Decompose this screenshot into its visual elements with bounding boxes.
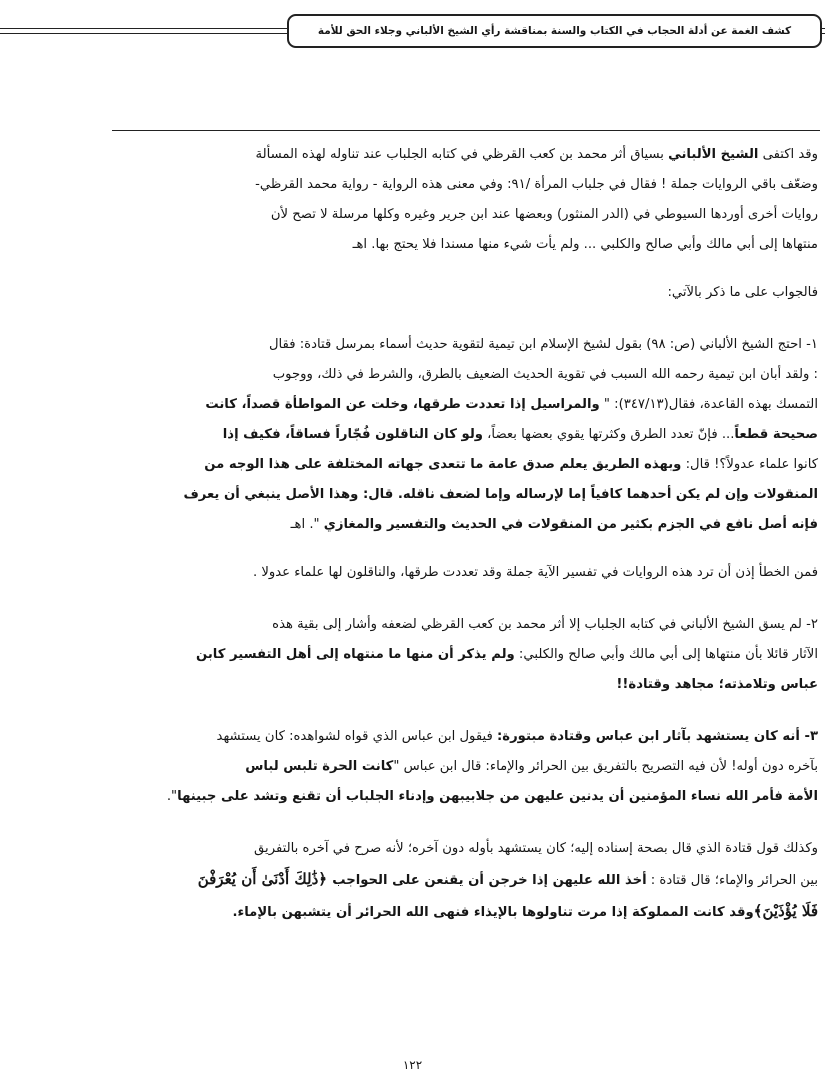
text-run: فمن الخطأ إذن أن ترد هذه الروايات في تفسير الآية جملة وقد تعددت طرقها، والناقلون لها علماء عدولا . [252,565,818,580]
text-line [60,450,818,480]
paragraph [60,278,818,308]
paragraph [60,140,818,260]
text-line [60,670,818,700]
text-run: التمسك بهذه القاعدة، فقال(٣٤٧/١٣): " [599,397,818,412]
text-line [60,782,818,812]
text-run: ٢- لم يسق الشيخ الألباني في كتابه الجلباب إلا أثر محمد بن كعب القرظي لضعفه وأشار إلى بقية هذه [272,617,818,632]
running-header-title: كشف الغمة عن أدلة الحجاب في الكتاب والسنة بمناقشة رأي الشيخ الألباني وجلاء الحق للأمة [317,25,792,37]
text-line [60,390,818,420]
quran-verse: فَلَا يُؤْذَيْنَ﴾ [753,902,818,920]
emphasis-text: ولو كان الناقلون فُجّاراً فساقاً، فكيف إذا [222,427,483,442]
text-line [60,330,818,360]
paragraph [60,558,818,588]
emphasis-text: عباس وتلامذته؛ مجاهد وقتادة!! [616,677,818,692]
text-line [60,752,818,782]
text-line [60,610,818,640]
text-run: كانوا علماء عدولاً؟! قال: [681,457,818,472]
text-line [60,834,818,864]
text-run: ". اهـ [290,517,324,532]
emphasis-text: كانت الحرة تلبس لباس [245,759,394,774]
running-header [287,14,822,48]
emphasis-text: المنقولات وإن لم يكن أحدهما كافياً إما لإرساله وإما لضعف ناقله. قال: وهذا الأصل ينبغي أن يعرف [183,487,818,502]
text-run: فالجواب على ما ذكر بالآتي: [667,285,818,300]
text-line [60,480,818,510]
text-line [60,640,818,670]
text-line [60,278,818,308]
quran-verse: ﴿ذَٰلِكَ أَدْنَىٰ أَن يُعْرَفْنَ [197,870,333,888]
content-separator-rule [112,130,820,131]
text-run: بسياق أثر محمد بن كعب القرظي في كتابه الجلباب عند تناوله لهذه المسألة [255,147,669,162]
emphasis-text: صحيحة قطعاً [734,427,818,442]
text-line [60,510,818,540]
text-run: ". [166,789,178,804]
paragraph [60,834,818,928]
text-line [60,420,818,450]
emphasis-text: وبهذه الطريق يعلم صدق عامة ما تتعدى جهاته المختلفة على هذا الوجه من [204,457,682,472]
text-run: منتهاها إلى أبي مالك وأبي صالح والكلبي ... ولم يأت شيء منها مسندا فلا يحتج بها. اهـ [352,237,818,252]
emphasis-text: الأمة فأمر الله نساء المؤمنين أن يدنين عليهن من جلابيبهن وإدناء الجلباب أن تقنع وتشد على جبينها [177,789,818,804]
page-body [60,140,818,928]
emphasis-text: الشيخ الألباني [668,147,759,162]
paragraph [60,610,818,700]
text-line [60,722,818,752]
text-run: وضعّف باقي الروايات جملة ! فقال في جلباب المرأة /٩١: وفي معنى هذه الرواية - رواية محمد القرظي- [255,177,818,192]
text-line [60,170,818,200]
text-run: بين الحرائر والإماء؛ قال قتادة : [646,873,818,888]
emphasis-text: أخذ الله عليهن إذا خرجن أن يقنعن على الحواجب [332,873,647,888]
text-run: : ولقد أبان ابن تيمية رحمه الله السبب في تقوية الحديث الضعيف بالطرق، والشرط في ذلك، ووجوب [272,367,818,382]
emphasis-text: وقد كانت المملوكة إذا مرت تناولوها بالإيذاء فنهى الله الحرائر أن يتشبهن بالإماء. [232,905,754,920]
emphasis-text: ٣- أنه كان يستشهد بآثار ابن عباس وقتادة مبتورة: [497,729,818,744]
text-line [60,558,818,588]
emphasis-text: فإنه أصل نافع في الجزم بكثير من المنقولات في الحديث والتفسير والمغازي [323,517,818,532]
text-line [60,864,818,896]
text-run: روايات أخرى أوردها السيوطي في (الدر المنثور) وبعضها عند ابن جرير وغيره وكلها مرسلة لا تصح لأن [270,207,818,222]
text-run: ... فإنّ تعدد الطرق وكثرتها يقوي بعضها بعضاً، [482,427,735,442]
text-line [60,200,818,230]
paragraph [60,330,818,540]
emphasis-text: والمراسيل إذا تعددت طرقها، وخلت عن المواطأة قصداً، كانت [205,397,600,412]
text-run: الآثار قائلا بأن منتهاها إلى أبي مالك وأبي صالح والكلبي: [514,647,818,662]
text-run: وقد اكتفى [758,147,818,162]
text-line [60,140,818,170]
paragraph [60,722,818,812]
text-run: وكذلك قول قتادة الذي قال بصحة إسناده إليه؛ كان يستشهد بأوله دون آخره؛ لأنه صرح في آخره بالتفريق [254,841,818,856]
text-line [60,896,818,928]
text-run: بآخره دون أوله! لأن فيه التصريح بالتفريق بين الحرائر والإماء: قال ابن عباس " [393,759,818,774]
text-run: فيقول ابن عباس الذي قواه لشواهده: كان يستشهد [216,729,498,744]
text-run: ١- احتج الشيخ الألباني (ص: ٩٨) بقول لشيخ الإسلام ابن تيمية لتقوية حديث أسماء بمرسل قتادة: فقال [268,337,818,352]
emphasis-text: ولم يذكر أن منها ما منتهاه إلى أهل التفسير كابن [195,647,515,662]
text-line [60,230,818,260]
page-number: ١٢٢ [402,1058,423,1072]
text-line [60,360,818,390]
